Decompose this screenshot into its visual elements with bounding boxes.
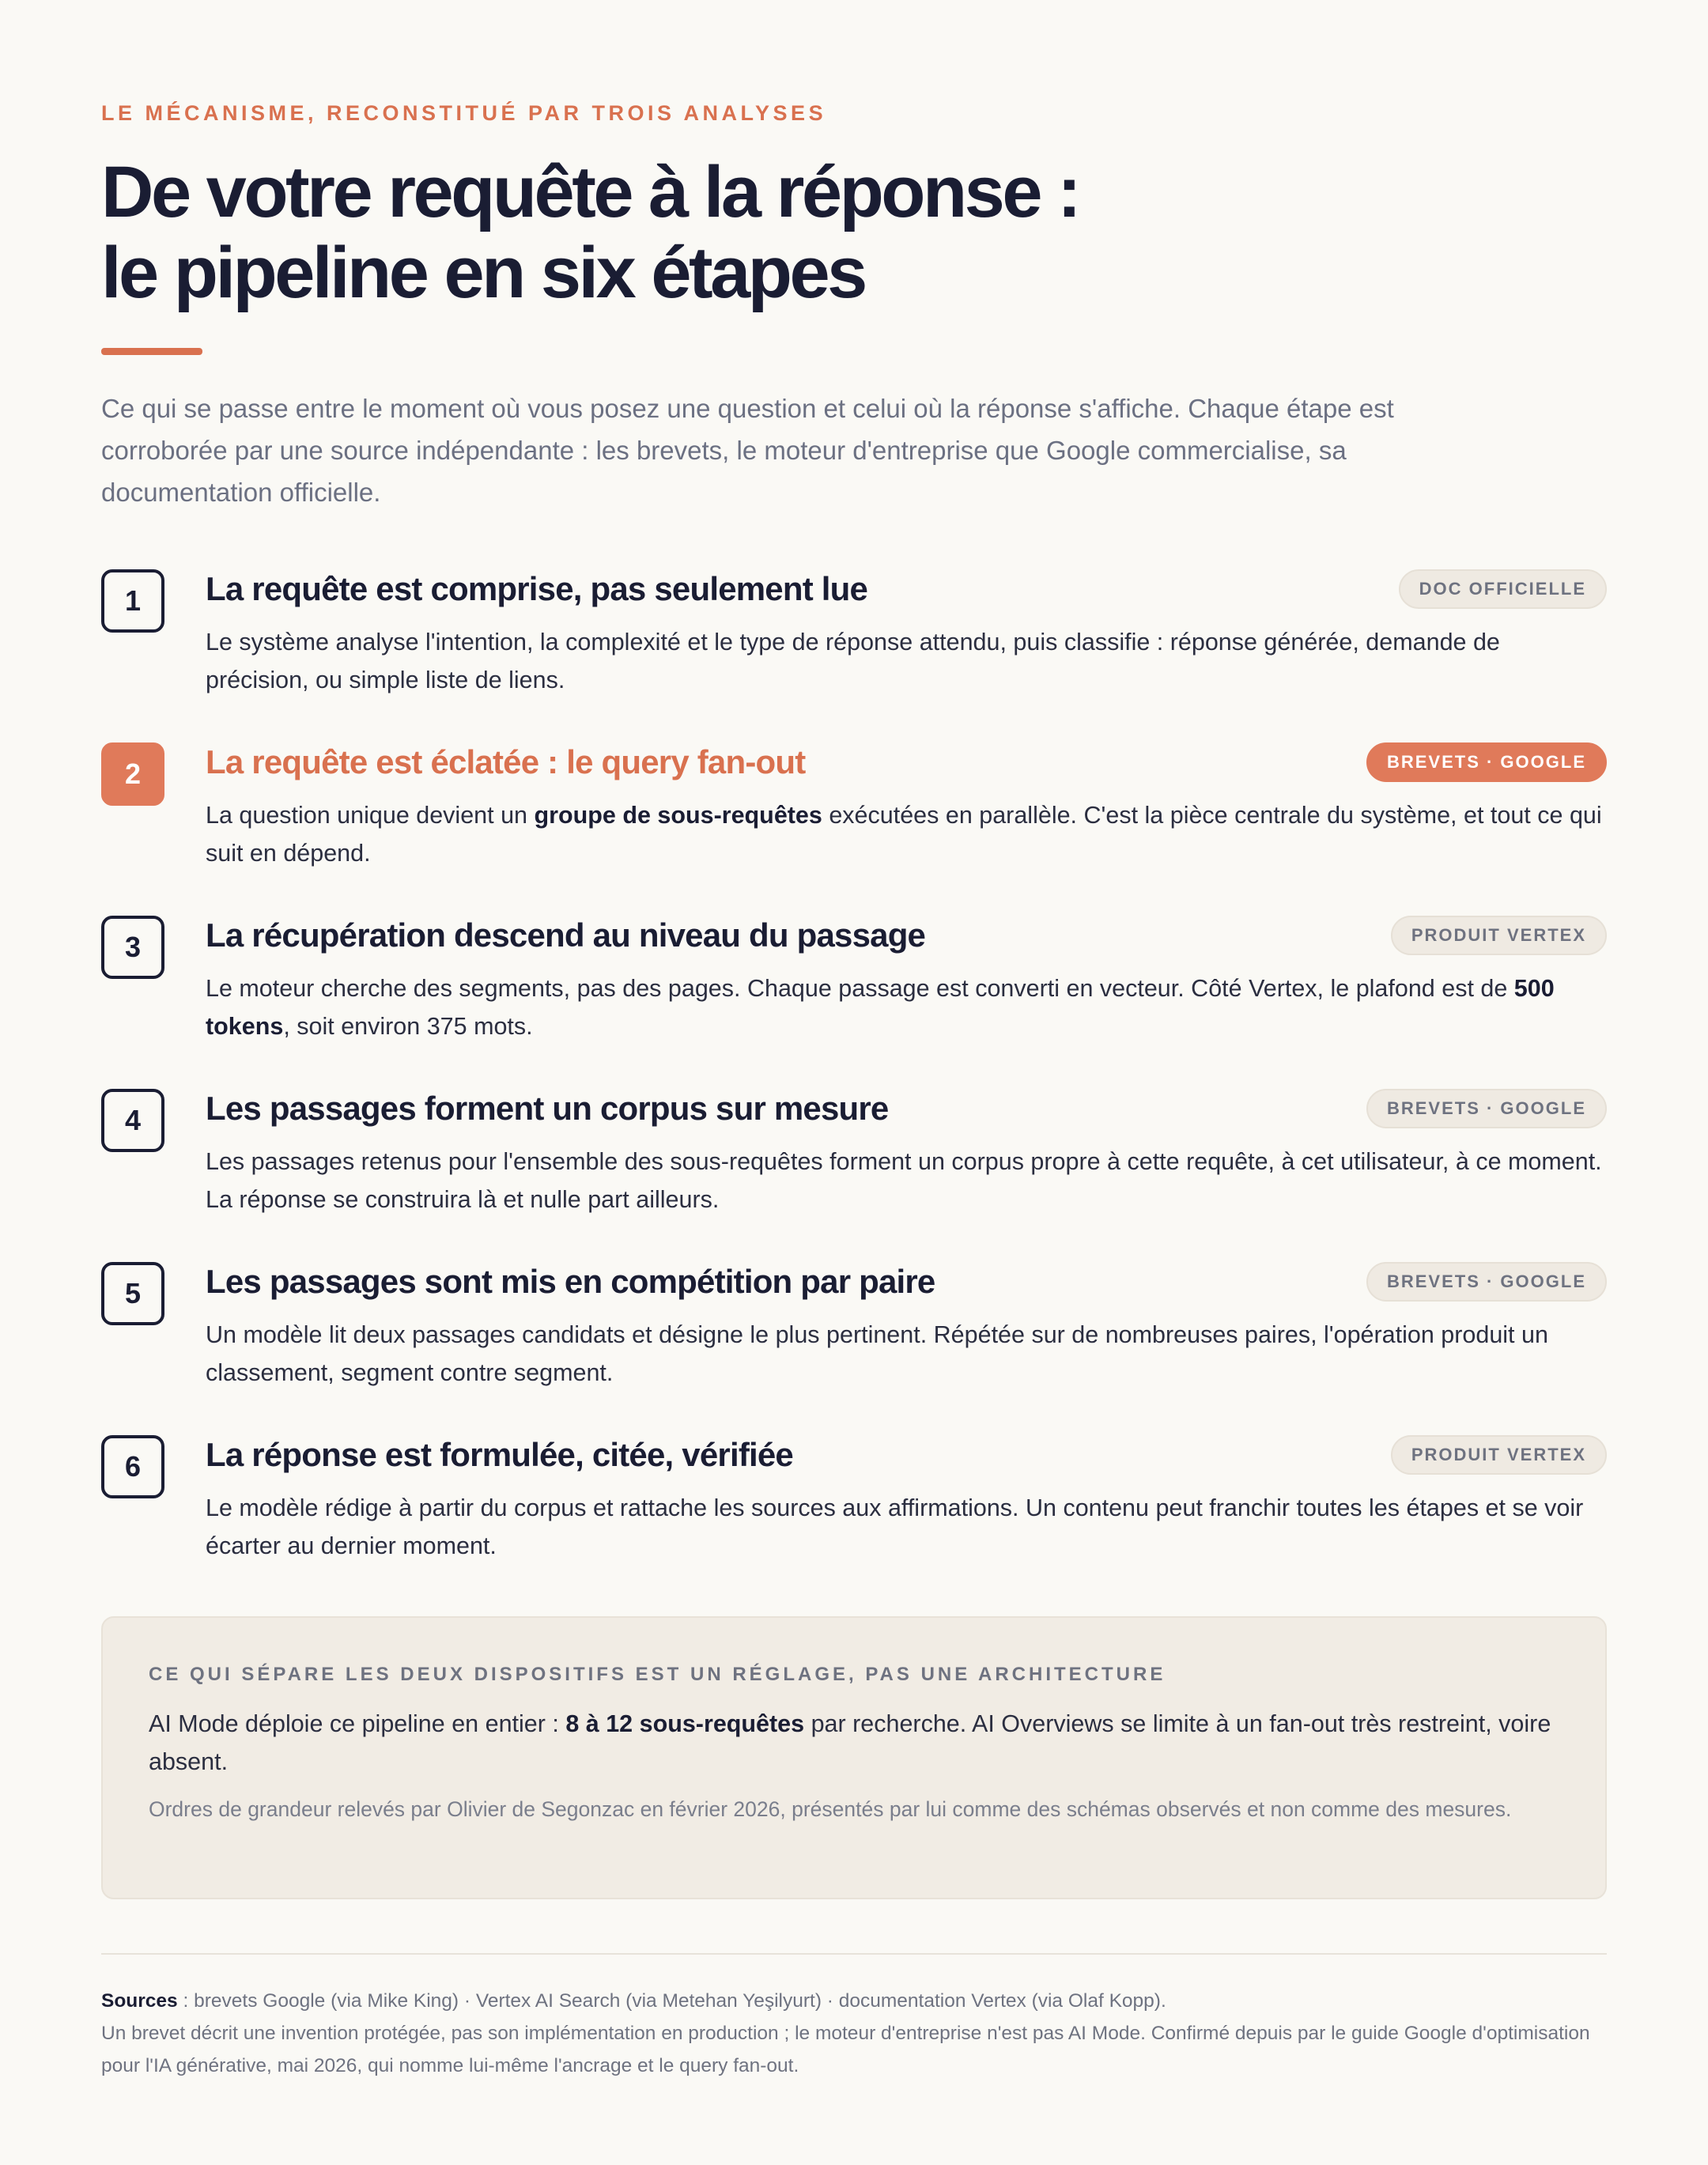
step-description: Les passages retenus pour l'ensemble des sous-requêtes forment un corpus propre à cette requête, à cet utilisateur, à ce moment. La réponse se construira là et nulle part ailleurs. [206, 1148, 1602, 1213]
step-description: Le système analyse l'intention, la complexité et le type de réponse attendu, puis classifie : réponse générée, demande de précision, ou simple liste de liens. [206, 629, 1500, 693]
step-title: Les passages forment un corpus sur mesure [206, 1090, 889, 1127]
step-title: Les passages sont mis en compétition par paire [206, 1263, 935, 1300]
step-number: 6 [101, 1435, 164, 1498]
callout-note: Ordres de grandeur relevés par Olivier de Segonzac en février 2026, présentés par lui comme des schémas observés et non comme des mesures. [149, 1797, 1512, 1821]
step-description: Le moteur cherche des segments, pas des pages. Chaque passage est converti en vecteur. Côté Vertex, le plafond est de 500 tokens, soit environ 375 mots. [206, 975, 1555, 1040]
eyebrow: LE MÉCANISME, RECONSTITUÉ PAR TROIS ANALYSES [101, 101, 827, 125]
step-number: 4 [101, 1089, 164, 1152]
accent-rule [101, 348, 202, 355]
source-badge: DOC OFFICIELLE [1399, 569, 1607, 609]
source-badge: BREVETS · GOOGLE [1366, 1262, 1607, 1302]
callout-box [101, 1616, 1607, 1899]
step-4 [101, 1087, 1607, 1260]
lead-paragraph: Ce qui se passe entre le moment où vous posez une question et celui où la réponse s'affiche. Chaque étape est corroborée par une source indépendante : les brevets, le moteur d'entreprise que Google commercialise, sa documentation officielle. [101, 394, 1394, 507]
page-title-line-2: le pipeline en six étapes [101, 232, 865, 313]
emphasis: 8 à 12 sous-requêtes [565, 1710, 805, 1737]
steps-list [101, 568, 1607, 1607]
emphasis: groupe de sous-requêtes [534, 802, 822, 829]
page-title [101, 152, 1079, 313]
source-badge: PRODUIT VERTEX [1391, 916, 1607, 955]
step-title: La récupération descend au niveau du passage [206, 916, 926, 954]
step-1 [101, 568, 1607, 741]
emphasis: 500 tokens [206, 975, 1555, 1040]
sources-text: : brevets Google (via Mike King) · Vertex AI Search (via Metehan Yeşilyurt) · documentation Vertex (via Olaf Kopp). [177, 1990, 1166, 2012]
sources-footnote [101, 1985, 1607, 2082]
step-number: 2 [101, 742, 164, 806]
step-number: 5 [101, 1262, 164, 1325]
source-badge: BREVETS · GOOGLE [1366, 742, 1607, 782]
sources-disclaimer: Un brevet décrit une invention protégée, pas son implémentation en production ; le moteur d'entreprise n'est pas AI Mode. Confirmé depuis par le guide Google d'optimisation pour l'IA générative, mai 2026, qui nomme lui-même l'ancrage et le query fan-out. [101, 2023, 1590, 2076]
step-title: La requête est éclatée : le query fan-out [206, 743, 806, 780]
step-6 [101, 1434, 1607, 1607]
sources-label: Sources [101, 1990, 178, 2012]
step-3 [101, 914, 1607, 1087]
step-5 [101, 1260, 1607, 1434]
step-2 [101, 741, 1607, 914]
callout-kicker: CE QUI SÉPARE LES DEUX DISPOSITIFS EST UN RÉGLAGE, PAS UNE ARCHITECTURE [149, 1664, 1166, 1685]
source-badge: PRODUIT VERTEX [1391, 1435, 1607, 1475]
step-description: La question unique devient un groupe de sous-requêtes exécutées en parallèle. C'est la pièce centrale du système, et tout ce qui suit en dépend. [206, 802, 1602, 867]
step-title: La réponse est formulée, citée, vérifiée [206, 1436, 793, 1473]
step-description: Le modèle rédige à partir du corpus et rattache les sources aux affirmations. Un contenu peut franchir toutes les étapes et se voir écarter au dernier moment. [206, 1494, 1584, 1559]
page-title-line-1: De votre requête à la réponse : [101, 152, 1079, 232]
callout-text: AI Mode déploie ce pipeline en entier : 8 à 12 sous-requêtes par recherche. AI Overviews se limite à un fan-out très restreint, voire absent. [149, 1710, 1551, 1775]
step-number: 1 [101, 569, 164, 633]
source-badge: BREVETS · GOOGLE [1366, 1089, 1607, 1128]
footer-divider [101, 1953, 1607, 1955]
step-description: Un modèle lit deux passages candidats et désigne le plus pertinent. Répétée sur de nombreuses paires, l'opération produit un classement, segment contre segment. [206, 1321, 1548, 1386]
step-number: 3 [101, 916, 164, 979]
step-title: La requête est comprise, pas seulement lue [206, 570, 868, 607]
